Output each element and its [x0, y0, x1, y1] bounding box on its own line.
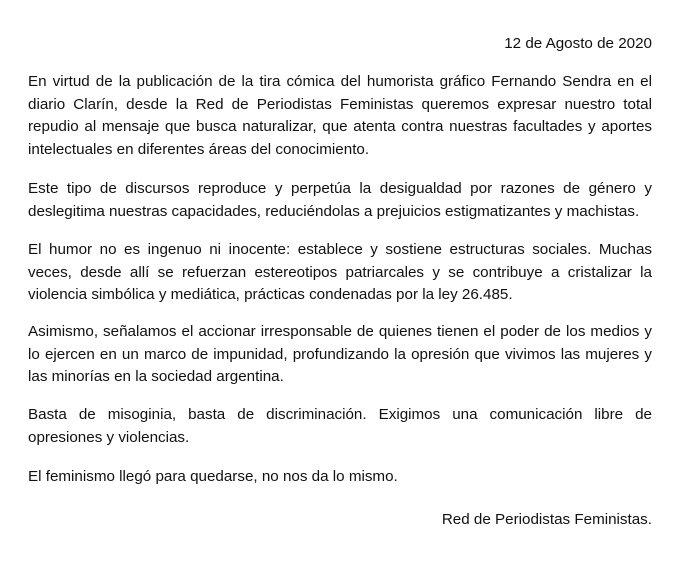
- paragraph-humor: El humor no es ingenuo ni inocente: establece y sostiene estructuras sociales. Muchas veces, desde allí se refuerzan estereotipos patriarcales y se contribuye a cristalizar la violencia simbólica y mediática, prácticas condenadas por la ley 26.485.: [28, 241, 652, 304]
- paragraph-medios: Asimismo, señalamos el accionar irresponsable de quienes tienen el poder de los medios y lo ejercen en un marco de impunidad, profundizando la opresión que vivimos las mujeres y las minorías en la sociedad argentina.: [28, 323, 652, 386]
- letter-date: 12 de Agosto de 2020: [504, 35, 652, 52]
- paragraph-desigualdad: Este tipo de discursos reproduce y perpetúa la desigualdad por razones de género y deslegitima nuestras capacidades, reduciéndolas a prejuicios estigmatizantes y machistas.: [28, 180, 652, 220]
- letter-signature: Red de Periodistas Feministas.: [441, 511, 652, 528]
- paragraph-basta: Basta de misoginia, basta de discriminación. Exigimos una comunicación libre de opresiones y violencias.: [28, 406, 652, 446]
- paragraph-publication-repudio: En virtud de la publicación de la tira cómica del humorista gráfico Fernando Sendra en el diario Clarín, desde la Red de Periodistas Feministas queremos expresar nuestro total repudio al mensaje que busca naturalizar, que atenta contra nuestras facultades y aportes intelectuales en diferentes áreas del conocimiento.: [28, 73, 652, 158]
- paragraph-feminismo: El feminismo llegó para quedarse, no nos da lo mismo.: [28, 468, 398, 485]
